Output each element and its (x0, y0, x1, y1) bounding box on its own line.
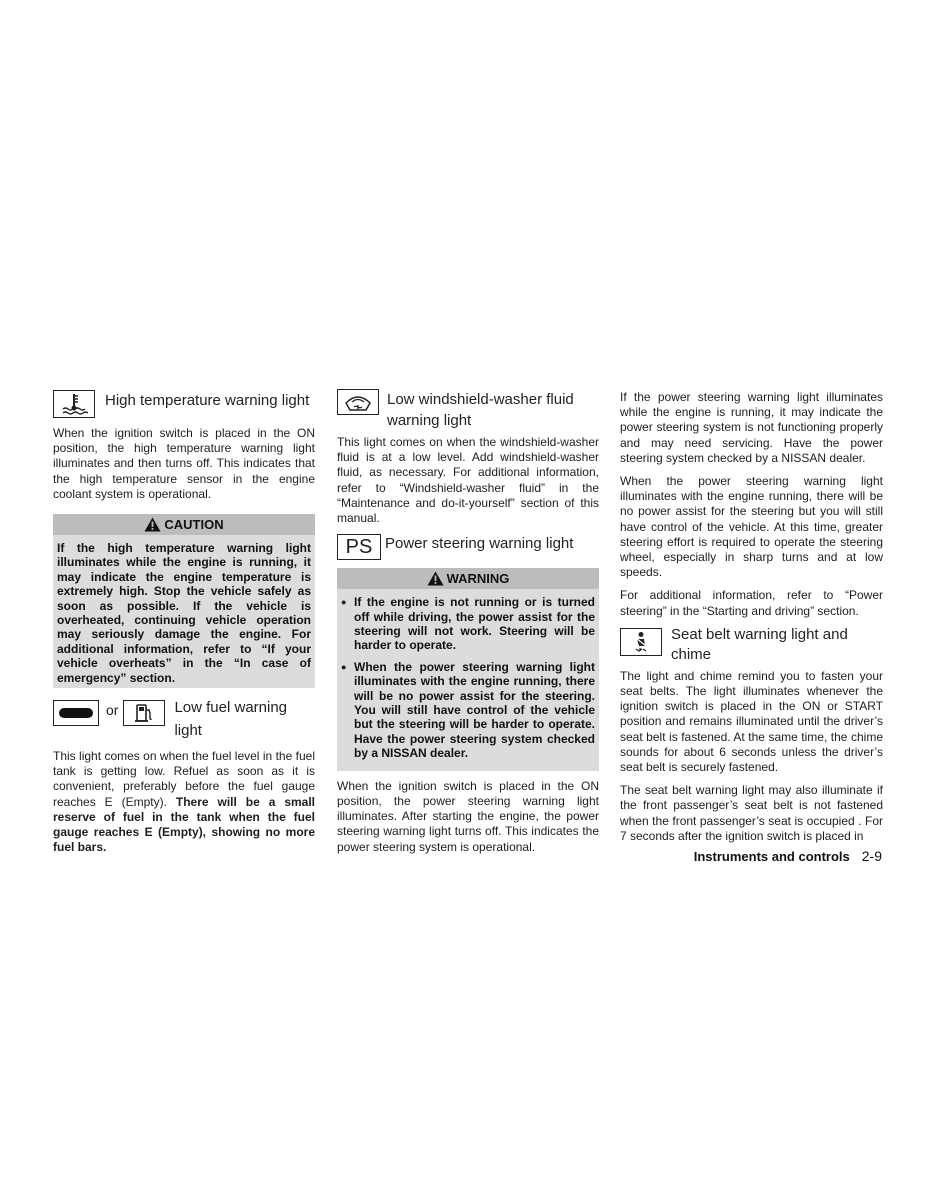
page-footer (694, 848, 882, 864)
seatbelt-heading (620, 625, 883, 665)
seatbelt-title (671, 625, 848, 665)
column-left (53, 390, 315, 864)
caution-text: If the high temperature warning light illuminates while the engine is running, it may indicate the engine temperature is extremely high. Stop the vehicle safely as soon as possible. If the vehicle is overheated, continuing vehicle operation may seriously damage the engine. For additional information, refer to “If your vehicle overheats” in the “In case of emergency” section. (57, 541, 311, 685)
washer-title-line1: Low windshield-washer fluid (387, 391, 574, 408)
low-fuel-body (53, 749, 315, 855)
seatbelt-body-2: The seat belt warning light may also illuminate if the front passenger’s seat belt is not fastened when the front passenger’s seat is occupied . For 7 seconds after the ignition switch is placed in (620, 783, 883, 843)
seatbelt-icon (620, 628, 662, 656)
low-fuel-body-regular: This light comes on when the fuel level in the fuel tank is getting low. Refuel as soon as it is convenient, preferably before the fuel gauge reaches E (Empty). (53, 749, 315, 809)
low-fuel-heading (53, 698, 315, 741)
fuel-gauge-bar-icon (53, 700, 99, 726)
warning-box (337, 568, 599, 770)
warning-text (337, 589, 599, 770)
high-temp-heading (53, 390, 315, 418)
seatbelt-title-line1: Seat belt warning light and (671, 625, 848, 643)
power-steering-body: When the ignition switch is placed in the ON position, the power steering warning light illuminates. After starting the engine, the power steering warning light turns off. This indicates the power steering system is operational. (337, 778, 599, 854)
washer-title-line2: warning light (387, 412, 472, 429)
ps-icon-text: PS (345, 536, 373, 559)
ps-malfunction-para: If the power steering warning light illuminates while the engine is running, it may indicate the power steering system is not functioning properly and may need servicing. Have the power steering system checked by a NISSAN dealer. (620, 390, 883, 465)
page-number: 2-9 (861, 848, 882, 864)
warning-triangle-icon (427, 571, 444, 586)
warning-header (337, 568, 599, 589)
warning-item: ● When the power steering warning light illuminates with the engine running, there will be no power assist for the steering. You will still have control of the vehicle but the steering will be harder to operate. Have the power steering system checked by a NISSAN dealer. (341, 660, 595, 761)
warning-triangle-icon (144, 517, 161, 532)
footer-section-name: Instruments and controls (693, 849, 850, 864)
low-fuel-title-line1: Low fuel warning (174, 699, 288, 717)
column-right (620, 390, 883, 852)
seatbelt-title-line2: chime (671, 645, 712, 663)
power-steering-heading (337, 534, 599, 560)
warning-heading: WARNING (446, 571, 510, 587)
low-fuel-title-line2: light (174, 722, 202, 740)
ps-no-assist-para: When the power steering warning light illuminates with the engine running, there will be no power assist for the steering but you will still have control of the vehicle. At this time, greater steering effort is required to operate the steering wheel, especially in sharp turns and at low speeds. (620, 474, 883, 580)
caution-header (53, 514, 315, 535)
fuel-pump-icon (123, 700, 165, 726)
or-text: or (106, 702, 119, 719)
low-fuel-body-bold: There will be a small reserve of fuel in the tank when the fuel gauge reaches E (Empty), showing no more fuel bars. (53, 794, 316, 855)
ps-icon (337, 534, 381, 560)
washer-fluid-icon (337, 389, 379, 415)
washer-heading (337, 390, 599, 431)
high-temp-body: When the ignition switch is placed in the ON position, the high temperature warning light illuminates and then turns off. This indicates that the high temperature sensor in the engine coolant system is operational. (53, 426, 315, 501)
low-fuel-title (174, 698, 287, 741)
seatbelt-body-1: The light and chime remind you to fasten your seat belts. The light illuminates whenever the ignition switch is placed in the ON or START position and remains illuminated until the driver’s seat belt is fastened. At the same time, the chime sounds for about 6 seconds unless the driver’s seat belt is securely fastened. (620, 668, 883, 775)
caution-box (53, 514, 315, 688)
washer-title (387, 390, 574, 431)
ps-reference-para: For additional information, refer to “Power steering” in the “Starting and driving” section. (620, 588, 883, 618)
caution-heading: CAUTION (164, 517, 224, 533)
high-temp-title: High temperature warning light (105, 392, 310, 409)
power-steering-title: Power steering warning light (385, 535, 574, 553)
high-temp-icon (53, 390, 95, 418)
washer-body: This light comes on when the windshield-washer fluid is at a low level. Add windshield-washer fluid, as necessary. For additional information, refer to “Windshield-washer fluid” in the “Maintenance and do-it-yourself” section of this manual. (337, 435, 599, 526)
column-middle (337, 390, 599, 863)
warning-item: ● If the engine is not running or is turned off while driving, the power assist for the steering will not work. Steering will be harder to operate. (341, 595, 595, 653)
